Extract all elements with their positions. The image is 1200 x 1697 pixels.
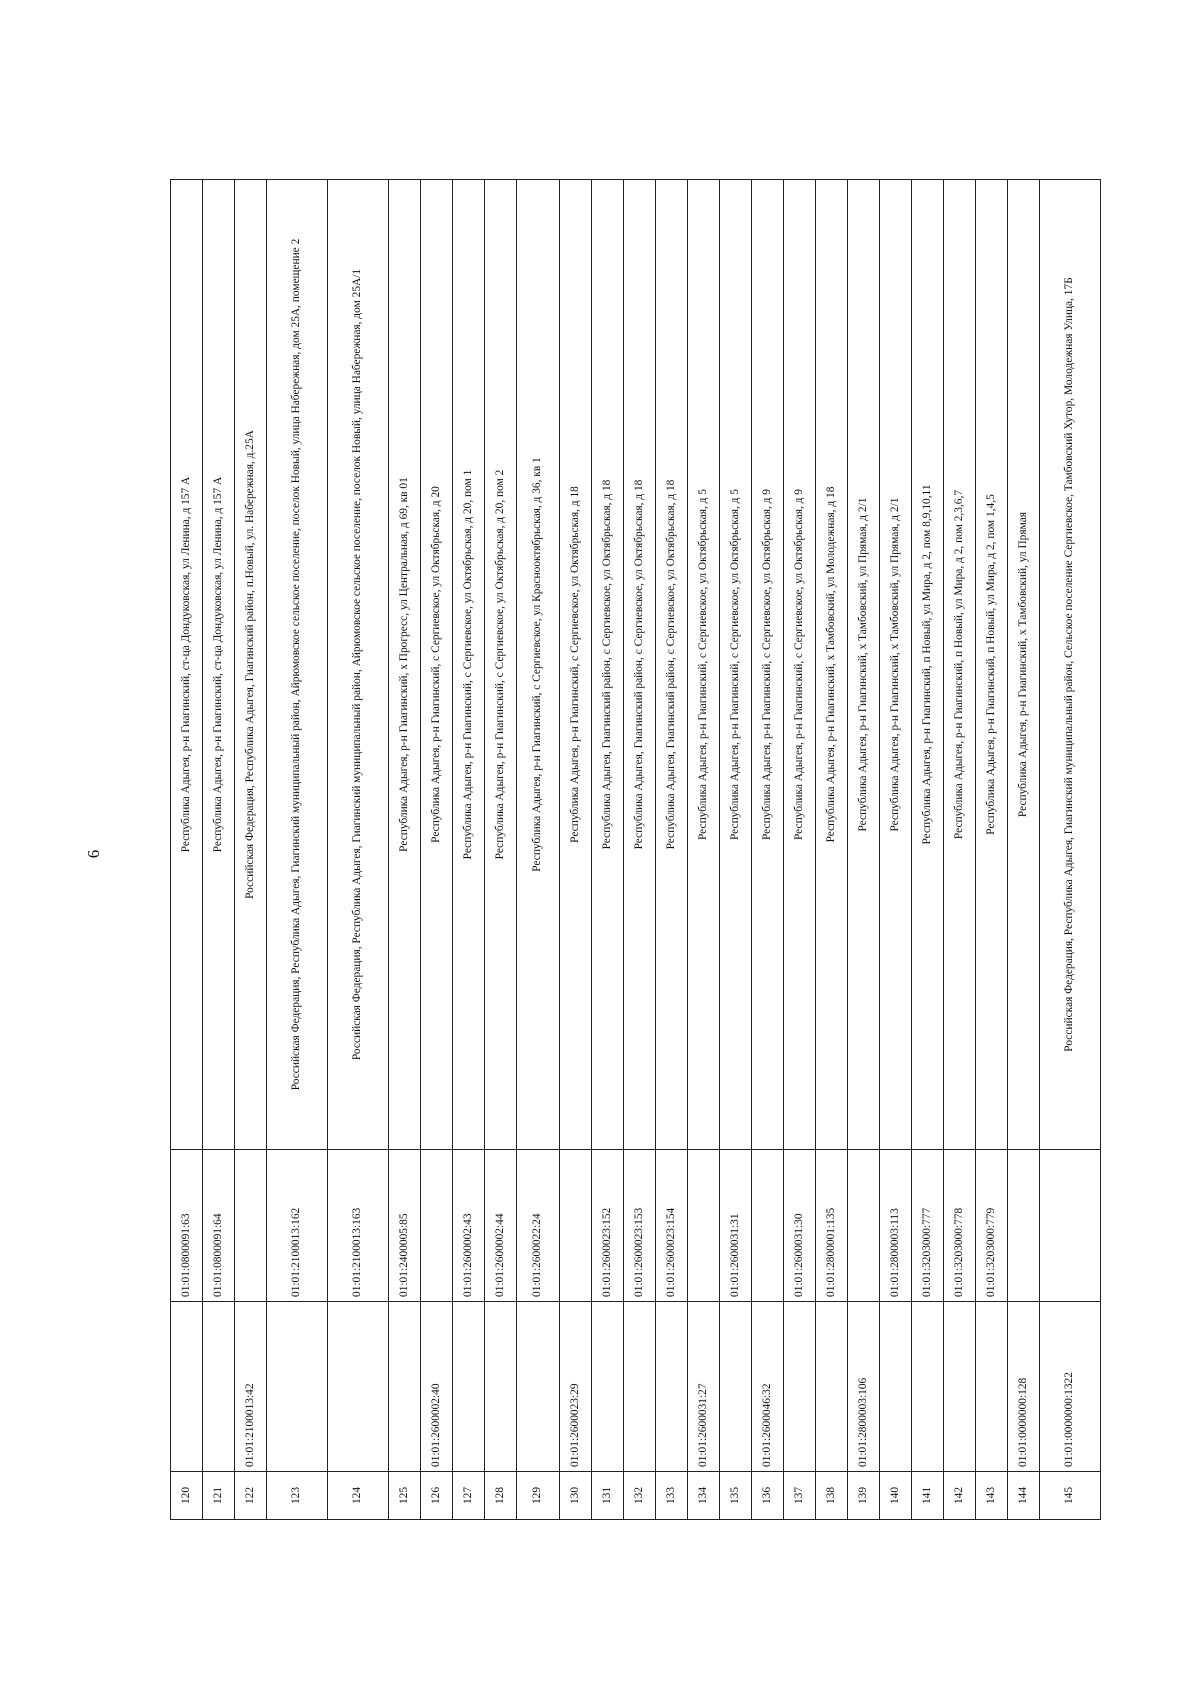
row-number-cell: 126: [421, 1472, 453, 1520]
row-number-cell: 122: [235, 1472, 267, 1520]
row-number-cell: 141: [912, 1472, 944, 1520]
address-cell: Российская Федерация, Республика Адыгея, Гиагинский муниципальный район, Сельское поселение Сергиевское, Тамбовский Хутор, Молодежная Улица, 17Б: [1040, 180, 1101, 1150]
table-row: [453, 180, 485, 1520]
cadastral-number-cell: 01:01:2600002:43: [453, 1150, 485, 1302]
table-row: [688, 180, 720, 1520]
parent-cadastral-number-cell: [784, 1302, 816, 1472]
row-number-cell: 140: [880, 1472, 912, 1520]
cadastral-number-cell: [1008, 1150, 1040, 1302]
address-cell: Республика Адыгея, р-н Гиагинский, с Сергиевское, ул Октябрьская, д 5: [688, 180, 720, 1150]
address-cell: Республика Адыгея, Гиагинский район, с Сергиевское, ул Октябрьская, д 18: [624, 180, 656, 1150]
row-number-cell: 142: [944, 1472, 976, 1520]
row-number-cell: 130: [560, 1472, 592, 1520]
row-number-cell: 139: [848, 1472, 880, 1520]
address-cell: Российская Федерация, Республика Адыгея, Гиагинский муниципальный район, Айрюмовское сельское поселение, поселок Новый, улица Набережная, дом 25А/1: [328, 180, 389, 1150]
row-number-cell: 132: [624, 1472, 656, 1520]
table-row: [656, 180, 688, 1520]
row-number-cell: 137: [784, 1472, 816, 1520]
address-cell: Российская Федерация, Республика Адыгея, Гиагинский район, п.Новый, ул. Набережная, д.25А: [235, 180, 267, 1150]
row-number-cell: 143: [976, 1472, 1008, 1520]
row-number-cell: 127: [453, 1472, 485, 1520]
row-number-cell: 138: [816, 1472, 848, 1520]
row-number-cell: 136: [752, 1472, 784, 1520]
address-cell: Республика Адыгея, р-н Гиагинский, ст-ца Дондуковская, ул Ленина, д 157 А: [171, 180, 203, 1150]
parent-cadastral-number-cell: 01:01:2800003:106: [848, 1302, 880, 1472]
table-row: [944, 180, 976, 1520]
row-number-cell: 128: [485, 1472, 517, 1520]
parent-cadastral-number-cell: [816, 1302, 848, 1472]
row-number-cell: 145: [1040, 1472, 1101, 1520]
row-number-cell: 131: [592, 1472, 624, 1520]
address-cell: Республика Адыгея, р-н Гиагинский, х Тамбовский, ул Прямая, д 2/1: [880, 180, 912, 1150]
table-row: [171, 180, 203, 1520]
table-row: [848, 180, 880, 1520]
table-row: [203, 180, 235, 1520]
parent-cadastral-number-cell: [517, 1302, 560, 1472]
address-cell: Республика Адыгея, р-н Гиагинский, х Тамбовский, ул Молодежная, д 18: [816, 180, 848, 1150]
parent-cadastral-number-cell: 01:01:2600031:27: [688, 1302, 720, 1472]
parent-cadastral-number-cell: [912, 1302, 944, 1472]
table-row: [328, 180, 389, 1520]
row-number-cell: 134: [688, 1472, 720, 1520]
address-cell: Республика Адыгея, р-н Гиагинский, с Сергиевское, ул Октябрьская, д 20, пом 1: [453, 180, 485, 1150]
address-cell: Республика Адыгея, р-н Гиагинский, ст-ца Дондуковская, ул Ленина, д 157 А: [203, 180, 235, 1150]
parent-cadastral-number-cell: 01:01:2600023:29: [560, 1302, 592, 1472]
address-cell: Республика Адыгея, р-н Гиагинский, х Прогресс, ул Центральная, д 69, кв 01: [389, 180, 421, 1150]
cadastral-number-cell: 01:01:2600022:24: [517, 1150, 560, 1302]
parent-cadastral-number-cell: [267, 1302, 328, 1472]
table-row: [421, 180, 453, 1520]
cadastral-number-cell: 01:01:2600031:30: [784, 1150, 816, 1302]
table-row: [517, 180, 560, 1520]
cadastral-number-cell: 01:01:2600002:44: [485, 1150, 517, 1302]
cadastral-number-cell: 01:01:2400005:85: [389, 1150, 421, 1302]
cadastral-number-cell: 01:01:3203000:779: [976, 1150, 1008, 1302]
row-number-cell: 133: [656, 1472, 688, 1520]
rotated-table-container: [170, 180, 1076, 1520]
parent-cadastral-number-cell: [203, 1302, 235, 1472]
cadastral-number-cell: [560, 1150, 592, 1302]
table-body: [171, 180, 1101, 1520]
table-viewport: [170, 180, 1076, 1520]
table-row: [976, 180, 1008, 1520]
address-cell: Российская Федерация, Республика Адыгея, Гиагинский муниципальный район, Айрюмовское сельское поселение, поселок Новый, улица Набережная, дом 25А, помещение 2: [267, 180, 328, 1150]
parent-cadastral-number-cell: [592, 1302, 624, 1472]
table-row: [592, 180, 624, 1520]
address-cell: Республика Адыгея, р-н Гиагинский, п Новый, ул Мира, д 2, пом 8,9,10,11: [912, 180, 944, 1150]
property-register-table: [170, 179, 1101, 1520]
parent-cadastral-number-cell: 01:01:2600002:40: [421, 1302, 453, 1472]
table-row: [880, 180, 912, 1520]
page-number: 6: [84, 849, 103, 859]
row-number-cell: 129: [517, 1472, 560, 1520]
address-cell: Республика Адыгея, р-н Гиагинский, с Сергиевское, ул Октябрьская, д 20: [421, 180, 453, 1150]
cadastral-number-cell: 01:01:2800003:113: [880, 1150, 912, 1302]
row-number-cell: 144: [1008, 1472, 1040, 1520]
cadastral-number-cell: 01:01:2600023:153: [624, 1150, 656, 1302]
table-row: [1008, 180, 1040, 1520]
address-cell: Республика Адыгея, р-н Гиагинский, с Сергиевское, ул Октябрьская, д 9: [752, 180, 784, 1150]
table-row: [720, 180, 752, 1520]
parent-cadastral-number-cell: [624, 1302, 656, 1472]
row-number-cell: 124: [328, 1472, 389, 1520]
cadastral-number-cell: [752, 1150, 784, 1302]
table-row: [1040, 180, 1101, 1520]
parent-cadastral-number-cell: [328, 1302, 389, 1472]
table-row: [752, 180, 784, 1520]
table-row: [816, 180, 848, 1520]
parent-cadastral-number-cell: [485, 1302, 517, 1472]
parent-cadastral-number-cell: [453, 1302, 485, 1472]
row-number-cell: 120: [171, 1472, 203, 1520]
address-cell: Республика Адыгея, р-н Гиагинский, п Новый, ул Мира, д 2, пом 2,3,6,7: [944, 180, 976, 1150]
parent-cadastral-number-cell: [976, 1302, 1008, 1472]
cadastral-number-cell: 01:01:0800091:63: [171, 1150, 203, 1302]
address-cell: Республика Адыгея, р-н Гиагинский, с Сергиевское, ул Октябрьская, д 20, пом 2: [485, 180, 517, 1150]
cadastral-number-cell: [421, 1150, 453, 1302]
cadastral-number-cell: 01:01:0800091:64: [203, 1150, 235, 1302]
parent-cadastral-number-cell: [171, 1302, 203, 1472]
address-cell: Республика Адыгея, р-н Гиагинский, с Сергиевское, ул Октябрьская, д 18: [560, 180, 592, 1150]
parent-cadastral-number-cell: [720, 1302, 752, 1472]
address-cell: Республика Адыгея, Гиагинский район, с Сергиевское, ул Октябрьская, д 18: [656, 180, 688, 1150]
cadastral-number-cell: 01:01:3203000:777: [912, 1150, 944, 1302]
address-cell: Республика Адыгея, р-н Гиагинский, с Сергиевское, ул Октябрьская, д 5: [720, 180, 752, 1150]
table-row: [624, 180, 656, 1520]
table-row: [389, 180, 421, 1520]
cadastral-number-cell: [848, 1150, 880, 1302]
cadastral-number-cell: 01:01:2100013:162: [267, 1150, 328, 1302]
cadastral-number-cell: 01:01:2600023:154: [656, 1150, 688, 1302]
row-number-cell: 121: [203, 1472, 235, 1520]
cadastral-number-cell: 01:01:2800001:135: [816, 1150, 848, 1302]
parent-cadastral-number-cell: 01:01:2100013:42: [235, 1302, 267, 1472]
address-cell: Республика Адыгея, р-н Гиагинский, х Тамбовский, ул Прямая: [1008, 180, 1040, 1150]
table-row: [485, 180, 517, 1520]
table-row: [912, 180, 944, 1520]
address-cell: Республика Адыгея, р-н Гиагинский, п Новый, ул Мира, д 2, пом 1,4,5: [976, 180, 1008, 1150]
parent-cadastral-number-cell: [389, 1302, 421, 1472]
address-cell: Республика Адыгея, Гиагинский район, с Сергиевское, ул Октябрьская, д 18: [592, 180, 624, 1150]
cadastral-number-cell: 01:01:2600031:31: [720, 1150, 752, 1302]
cadastral-number-cell: 01:01:3203000:778: [944, 1150, 976, 1302]
table-row: [784, 180, 816, 1520]
row-number-cell: 135: [720, 1472, 752, 1520]
cadastral-number-cell: [688, 1150, 720, 1302]
cadastral-number-cell: 01:01:2600023:152: [592, 1150, 624, 1302]
parent-cadastral-number-cell: [656, 1302, 688, 1472]
cadastral-number-cell: 01:01:2100013:163: [328, 1150, 389, 1302]
row-number-cell: 123: [267, 1472, 328, 1520]
table-row: [235, 180, 267, 1520]
address-cell: Республика Адыгея, р-н Гиагинский, х Тамбовский, ул Прямая, д 2/1: [848, 180, 880, 1150]
table-row: [560, 180, 592, 1520]
parent-cadastral-number-cell: 01:01:2600046:32: [752, 1302, 784, 1472]
cadastral-number-cell: [1040, 1150, 1101, 1302]
address-cell: Республика Адыгея, р-н Гиагинский, с Сергиевское, ул Октябрьская, д 9: [784, 180, 816, 1150]
parent-cadastral-number-cell: 01:01:0000000:128: [1008, 1302, 1040, 1472]
address-cell: Республика Адыгея, р-н Гиагинский, с Сергиевское, ул Краснооктябрьская, д 36, кв 1: [517, 180, 560, 1150]
parent-cadastral-number-cell: [944, 1302, 976, 1472]
parent-cadastral-number-cell: [880, 1302, 912, 1472]
table-row: [267, 180, 328, 1520]
cadastral-number-cell: [235, 1150, 267, 1302]
row-number-cell: 125: [389, 1472, 421, 1520]
parent-cadastral-number-cell: 01:01:0000000:1322: [1040, 1302, 1101, 1472]
